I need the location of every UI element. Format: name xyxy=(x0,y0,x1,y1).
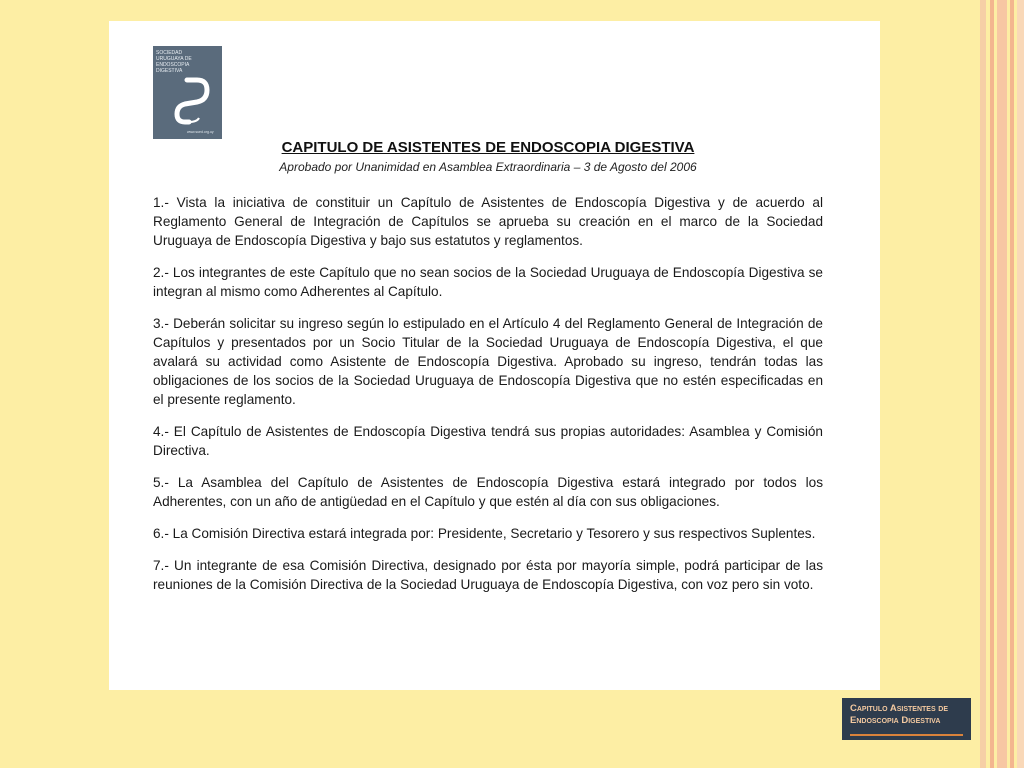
article-1: 1.- Vista la iniciativa de constituir un Capítulo de Asistentes de Endoscopía Digestiva y de acuerdo al Reglamento General de Integración de Capítulos se aprueba su creación en el marco de la Sociedad Uruguaya de Endoscopía Digestiva y bajo sus estatutos y reglamentos. xyxy=(153,195,823,248)
society-logo xyxy=(153,46,222,139)
document-subtitle: Aprobado por Unanimidad en Asamblea Extraordinaria – 3 de Agosto del 2006 xyxy=(279,160,697,174)
badge-underline xyxy=(850,734,963,736)
article-5: 5.- La Asamblea del Capítulo de Asistentes de Endoscopía Digestiva estará integrado por todos los Adherentes, con un año de antigüedad en el Capítulo y que estén al día con sus obligaciones. xyxy=(153,475,823,509)
article-3: 3.- Deberán solicitar su ingreso según lo estipulado en el Artículo 4 del Reglamento General de Integración de Capítulos y presentados por un Socio Titular de la Sociedad Uruguaya de Endoscopía Digestiva, el que avalará su actividad como Asistente de Endoscopía Digestiva. Aprobado su ingreso, tendrán todas las obligaciones de los socios de la Sociedad Uruguaya de Endoscopía Digestiva que no estén especificadas en el presente reglamento. xyxy=(153,316,823,407)
logo-text: SOCIEDAD URUGUAYA DE ENDOSCOPIA DIGESTIVA xyxy=(156,50,192,74)
document-body xyxy=(153,193,823,607)
article-6: 6.- La Comisión Directiva estará integrada por: Presidente, Secretario y Tesorero y sus respectivos Suplentes. xyxy=(153,526,816,541)
article-4: 4.- El Capítulo de Asistentes de Endoscopía Digestiva tendrá sus propias autoridades: Asamblea y Comisión Directiva. xyxy=(153,424,823,458)
digestive-tract-icon xyxy=(153,46,222,139)
article-7: 7.- Un integrante de esa Comisión Directiva, designado por ésta por mayoría simple, podrá participar de las reuniones de la Comisión Directiva de la Sociedad Uruguaya de Endoscopía Digestiva, con voz pero sin voto. xyxy=(153,558,823,592)
chapter-badge xyxy=(842,698,971,740)
document-title: CAPITULO DE ASISTENTES DE ENDOSCOPIA DIGESTIVA xyxy=(281,139,695,156)
badge-line-1: Capitulo Asistentes de xyxy=(850,703,948,714)
badge-line-2: Endoscopia Digestiva xyxy=(850,715,941,726)
logo-url: www.sued.org.uy xyxy=(187,130,214,134)
document-page xyxy=(109,21,880,690)
decorative-stripes xyxy=(980,0,1024,768)
article-2: 2.- Los integrantes de este Capítulo que no sean socios de la Sociedad Uruguaya de Endoscopía Digestiva se integran al mismo como Adherentes al Capítulo. xyxy=(153,265,823,299)
